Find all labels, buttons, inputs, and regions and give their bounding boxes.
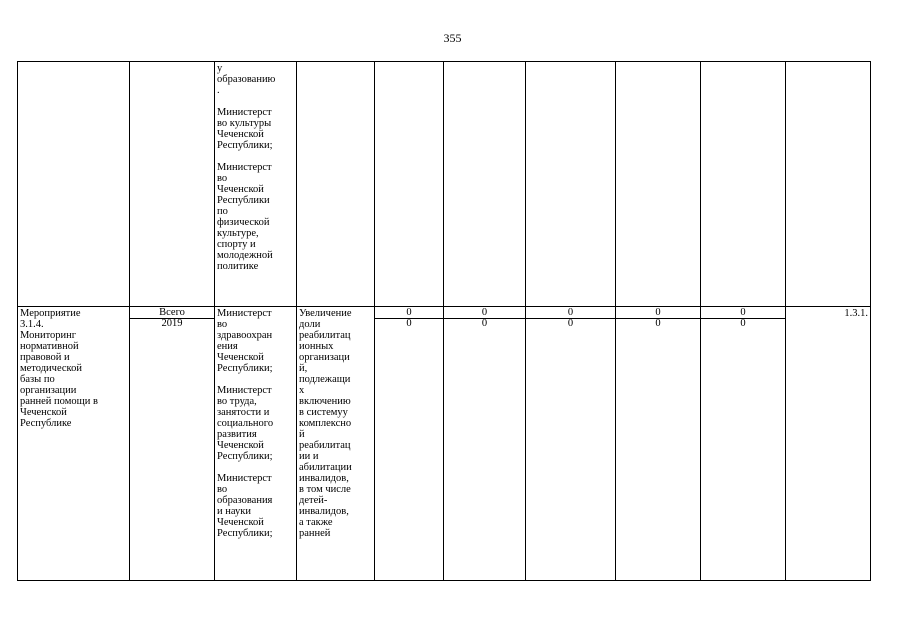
period-cell: [130, 307, 215, 581]
indicator-text: Увеличение доли реабилитац ионных организаци й, подлежащи х включению в системуy комплексно й реабилитац ии и абилитации инвалидов, в том числе детей- инвалидов, а также ранней: [299, 308, 352, 539]
cell-empty: [526, 62, 616, 307]
cell-empty: [616, 62, 701, 307]
funding-value: 0: [616, 307, 700, 319]
period-label: Всего: [130, 307, 214, 319]
responsible-text: Министерст во здравоохран ения Чеченской Республики;: [217, 308, 273, 374]
responsible-cell: [215, 307, 297, 581]
measure-cell: [18, 307, 130, 581]
responsible-cell: [215, 62, 297, 307]
responsible-text: Министерст во труда, занятости и социального развития Чеченской Республики;: [217, 385, 274, 462]
cell-empty: [444, 62, 526, 307]
funding-value: 0: [701, 307, 785, 319]
funding-value: 0: [444, 307, 525, 319]
funding-value: 0: [740, 318, 746, 329]
funding-value: 0: [406, 318, 412, 329]
indicator-cell: [297, 307, 375, 581]
period-label: 2019: [161, 318, 183, 329]
table-row: [18, 307, 871, 581]
page-number: 355: [443, 31, 462, 45]
funding-value: 0: [655, 318, 661, 329]
measure-name: Мероприятие 3.1.4. Мониторинг нормативной правовой и методической базы по организации ранней помощи в Чеченской Республике: [20, 308, 98, 429]
cell-empty: [18, 62, 130, 307]
cell-empty: [786, 62, 871, 307]
cell-empty: [297, 62, 375, 307]
funding-value: 0: [567, 318, 574, 329]
table-row: [18, 62, 871, 307]
funding-cell: [701, 307, 786, 581]
responsible-text: Министерст во образования и науки Чеченской Республики;: [217, 473, 273, 539]
funding-cell: [375, 307, 444, 581]
program-table: [17, 61, 871, 581]
funding-cell: [526, 307, 616, 581]
cell-empty: [701, 62, 786, 307]
funding-value: 0: [481, 318, 488, 329]
responsible-text: Министерст во Чеченской Республики по физической культуре, спорту и молодежной политике: [217, 162, 273, 272]
funding-cell: [444, 307, 526, 581]
funding-cell: [616, 307, 701, 581]
responsible-text: Министерст во культуры Чеченской Республики;: [217, 107, 273, 151]
reference-number: 1.3.1.: [844, 308, 868, 319]
funding-value: 0: [375, 307, 443, 319]
responsible-text: у образованию .: [217, 63, 276, 96]
funding-value: 0: [526, 307, 615, 319]
cell-empty: [375, 62, 444, 307]
cell-empty: [130, 62, 215, 307]
reference-cell: [786, 307, 871, 581]
